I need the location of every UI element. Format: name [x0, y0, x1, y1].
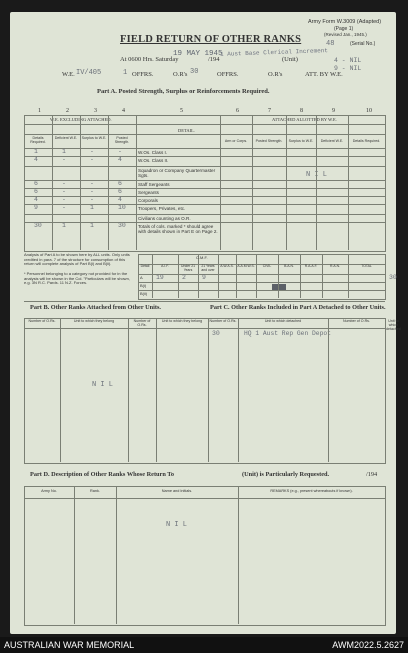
part-a-cell: -	[62, 156, 66, 163]
grid-vline	[286, 115, 287, 250]
detail-label: DETAIL.	[178, 128, 196, 133]
part-b-head: Unit to which they belong	[161, 319, 203, 323]
att-label: ATT. BY W.E.	[305, 71, 343, 78]
grid-vline	[322, 254, 323, 298]
grid-vline	[348, 115, 349, 250]
part-a-col-head: Posted Strength.	[255, 139, 283, 143]
part-a-detail: Sergeants	[138, 190, 159, 195]
footer-left: AUSTRALIAN WAR MEMORIAL	[4, 640, 135, 650]
part-a-detail: W.Os. Class II.	[138, 158, 169, 163]
grid-vline	[278, 254, 279, 298]
cmf-label: C.M.F.	[196, 255, 208, 260]
part-b-title: Part B. Other Ranks Attached from Other Units.	[30, 304, 162, 311]
we-excl-label: W.E. EXCLUDING ATTACHED.	[50, 117, 112, 122]
footer-right: AWM2022.5.2627	[332, 640, 404, 650]
attached-label: ATTACHED ALLOTTED BY W.E.	[272, 117, 337, 122]
part-c-title: Part C. Other Ranks Included in Part A Detached to Other Units.	[210, 304, 386, 311]
column-number: 8	[300, 108, 303, 114]
grid-vline	[116, 486, 117, 624]
analysis-row-label: A	[140, 275, 143, 280]
part-a-col-head: Surplus to W.E.	[81, 136, 107, 140]
unit-label: (Unit)	[282, 56, 298, 63]
part-a-cell: 9	[34, 204, 38, 211]
part-a-cell: 1	[90, 222, 94, 229]
part-d-title: Part D. Description of Other Ranks Whose Return To	[30, 471, 175, 478]
grid-vline	[74, 486, 75, 624]
grid-hline	[24, 196, 385, 197]
part-a-cell: 4	[34, 156, 38, 163]
grid-vline	[256, 254, 257, 298]
analysis-value: 2	[182, 274, 186, 281]
part-a-detail: Staff Sergeants	[138, 182, 170, 187]
part-a-cell: -	[118, 148, 122, 155]
grid-vline	[348, 254, 349, 298]
part-a-cell: 6	[34, 180, 38, 187]
grid-vline	[252, 115, 253, 250]
offrs-label: OFFRS.	[132, 71, 154, 78]
date-stamp: 19 MAY 1945	[173, 50, 223, 58]
column-number: 7	[268, 108, 271, 114]
part-d-year: /194	[366, 471, 378, 478]
part-a-cell: 30	[34, 222, 42, 229]
part-a-cell: 1	[90, 204, 94, 211]
part-a-cell: 6	[34, 188, 38, 195]
analysis-value: 19	[156, 274, 164, 281]
part-a-cell: 1	[34, 148, 38, 155]
part-a-detail: Squadron or Company Quartermaster Sgts.	[138, 168, 216, 179]
part-a-cell: -	[62, 188, 66, 195]
or-value: 30	[190, 68, 199, 76]
grid-vline	[316, 115, 317, 250]
part-a-col-head: Deficient W.E.	[320, 139, 344, 143]
analysis-value: 30	[389, 274, 397, 281]
analysis-row-label: B(ii)	[140, 291, 148, 296]
analysis-head: A.A.M.W.S.	[237, 264, 255, 268]
analysis-head: R.A.N.	[330, 264, 340, 268]
part-d-head: Rank.	[90, 489, 100, 493]
part-a-col-head: Details Required.	[30, 136, 46, 145]
column-number: 1	[38, 108, 41, 114]
part-a-cell: 4	[34, 196, 38, 203]
grid-vline	[152, 254, 153, 298]
part-d-table	[24, 486, 386, 626]
att-ors-value: 9 - NIL	[334, 65, 362, 72]
form-sheet	[10, 12, 401, 634]
part-a-cell: -	[62, 180, 66, 187]
column-number: 4	[122, 108, 125, 114]
grid-vline	[220, 115, 221, 250]
analysis-head: A.W.A.S.	[220, 264, 234, 268]
part-a-detail: Corporals	[138, 198, 158, 203]
grid-vline	[156, 318, 157, 462]
part-a-cell: 1	[62, 148, 66, 155]
we-written: IV/405	[76, 69, 102, 77]
analysis-head: CIVIL	[262, 264, 272, 268]
part-d-head: Name and Initials.	[161, 489, 193, 493]
part-a-cell: -	[62, 204, 66, 211]
part-a-col-head: Details Required.	[352, 139, 381, 143]
page-label: (Page 1)	[334, 26, 354, 32]
part-d-nil: N I L	[166, 521, 188, 529]
part-b-nil: N I L	[92, 381, 114, 389]
grid-vline	[128, 318, 129, 462]
part-b-head: Number of O.Rs.	[133, 319, 151, 327]
part-a-cell: 1	[62, 222, 66, 229]
part-d-head: Army No.	[41, 489, 57, 493]
part-a-cell: -	[90, 196, 94, 203]
grid-hline	[24, 180, 385, 181]
serial-label: (Serial No.)	[350, 41, 376, 47]
serial-number: 48	[326, 40, 335, 48]
part-c-head: Number of O.Rs.	[343, 319, 370, 323]
grid-vline	[300, 254, 301, 298]
grid-vline	[178, 254, 179, 298]
grid-hline	[24, 222, 385, 223]
page-title: FIELD RETURN OF OTHER RANKS	[120, 34, 302, 45]
or-label: O.R's	[173, 71, 188, 78]
analysis-value: 9	[202, 274, 206, 281]
analysis-head: A.I.F.	[161, 264, 169, 268]
grid-vline	[328, 318, 329, 462]
analysis-head: 21 Years and over	[201, 264, 215, 272]
column-number: 3	[94, 108, 97, 114]
part-a-cell: 6	[118, 180, 122, 187]
part-a-cell: -	[62, 196, 66, 203]
analysis-footnote: * Personnel belonging to a category not provided for in the analysis will be shown in the Col. "Particulars will be shown, e.g. 3N R.C. Pards. 11 N.Z. Forces.	[24, 271, 130, 286]
at-line: At 0600 Hrs. Saturday	[120, 56, 179, 63]
part-d-head: REMARKS (e.g., present whereabouts if known).	[270, 489, 353, 493]
part-a-col-head: Surplus to W.E.	[288, 139, 314, 143]
analysis-head: R.A.A.F.	[304, 264, 318, 268]
part-c-head: Unit to which detached	[386, 319, 401, 331]
part-a-cell: 10	[118, 204, 126, 211]
grid-vline	[198, 254, 199, 298]
year-suffix: /194	[208, 56, 220, 63]
part-a-detail: Totals of cols. marked * should agree with details shown in Part E on Page 2.	[138, 224, 218, 235]
analysis-head: TOTAL	[361, 264, 372, 268]
part-a-detail: W.Os. Class I.	[138, 150, 168, 155]
grid-vline	[208, 318, 209, 462]
grid-vline	[218, 254, 219, 298]
part-c-head: Number of O.Rs.	[209, 319, 237, 323]
analysis-head: Under 21 Years	[181, 264, 195, 272]
part-a-col-head: Arm or Corps.	[224, 139, 248, 143]
we-prefix: W.E.	[62, 71, 75, 78]
column-number: 5	[180, 108, 183, 114]
part-a-detail: Civilians counting as O.R.	[138, 216, 191, 221]
grid-hline	[24, 166, 385, 167]
column-number: 6	[236, 108, 239, 114]
part-a-nil: N I L	[306, 171, 328, 179]
footer-bar	[0, 637, 408, 653]
part-a-cell: 30	[118, 222, 126, 229]
part-c-entry-unit: HQ 1 Aust Rep Gen Depot	[244, 330, 331, 337]
part-a-col-head: Deficient W.E.	[54, 136, 78, 140]
part-a-cell: 4	[118, 156, 122, 163]
analysis-head: Detail	[140, 264, 150, 268]
part-a-cell: 6	[118, 188, 122, 195]
grid-vline	[238, 486, 239, 624]
part-b-head: Number of O.Rs.	[28, 319, 56, 323]
grid-hline	[24, 214, 385, 215]
grid-vline	[236, 254, 237, 298]
analysis-note: Analysis of Part A to be shown here by ALL units. Only units credited in para. 7 of the structure for consumption of this return will complete analysis of Part B(i) and B(ii).	[24, 252, 130, 267]
part-a-col-head: Posted Strength.	[114, 136, 130, 145]
grid-vline	[136, 115, 137, 250]
offrs2-label: OFFRS.	[217, 71, 239, 78]
part-a-cell: -	[90, 156, 94, 163]
grid-vline	[60, 318, 61, 462]
att-offrs-value: 4 - NIL	[334, 57, 362, 64]
part-a-title: Part A. Posted Strength, Surplus or Reinforcements Required.	[97, 88, 270, 95]
grid-hline	[24, 188, 385, 189]
part-d-title-mid: (Unit) is Particularly Requested.	[242, 471, 330, 478]
part-a-cell: -	[90, 148, 94, 155]
analysis-row-label: B(i)	[140, 283, 147, 288]
column-number: 9	[332, 108, 335, 114]
column-number: 10	[366, 108, 372, 114]
grid-hline	[24, 204, 385, 205]
part-a-cell: -	[90, 188, 94, 195]
column-number: 2	[66, 108, 69, 114]
or2-label: O.R's	[268, 71, 283, 78]
unit-stamp: 1 Aust Base Clerical Increment	[219, 47, 329, 58]
army-form-label: Army Form W.3009 (Adapted)	[308, 19, 382, 25]
part-b-head: Unit to which they belong	[73, 319, 115, 323]
part-a-cell: 4	[118, 196, 122, 203]
part-a-cell: -	[90, 180, 94, 187]
offrs-value: 1	[123, 69, 128, 77]
grid-hline	[24, 156, 385, 157]
grid-vline	[238, 318, 239, 462]
revised-label: (Revised Jan., 1945.)	[324, 32, 367, 37]
part-c-entry-number: 30	[212, 330, 220, 337]
analysis-head: B.A.N.	[284, 264, 294, 268]
part-bc-table	[24, 318, 386, 464]
part-a-detail: Troopers, Privates, etc.	[138, 206, 186, 211]
part-c-head: Unit to which detached	[264, 319, 302, 323]
